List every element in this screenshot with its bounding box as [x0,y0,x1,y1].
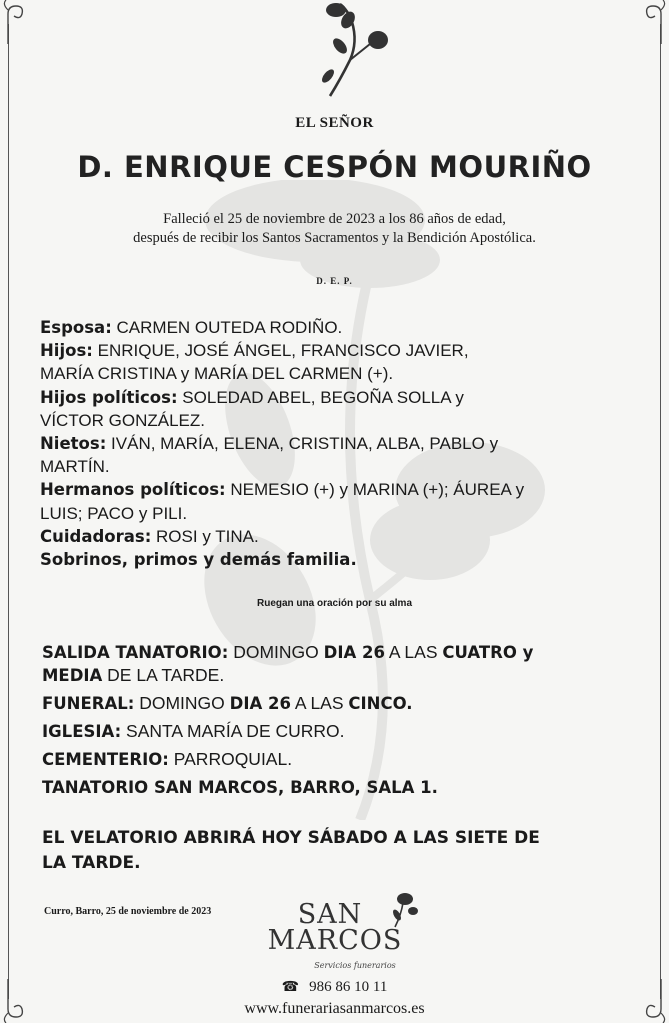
politicos-label: Hijos políticos: [40,387,178,407]
nietos-value-1: IVÁN, MARÍA, ELENA, CRISTINA, ALBA, PABLO y [111,434,499,454]
notice-date: Curro, Barro, 25 de noviembre de 2023 [44,906,212,917]
salida-time-cont: MEDIA [42,666,103,685]
family-row-hijos-cont [40,362,640,385]
funeral-label: FUNERAL: [42,694,135,713]
service-cementerio [42,748,642,771]
iglesia-label: IGLESIA: [42,722,122,741]
wake-line-1: EL VELATORIO ABRIRÁ HOY SÁBADO A LAS SIETE DE [42,828,540,848]
phone-number: 986 86 10 11 [309,979,388,995]
san-marcos-logo [255,895,425,975]
family-row-hijos [40,339,640,362]
family-row-esposa [40,316,640,339]
esposa-label: Esposa: [40,318,112,337]
service-tanatorio [42,776,642,799]
salida-date: DIA 26 [323,643,385,662]
logo-rose-icon [383,889,423,929]
family-row-hermanos-cont [40,502,640,525]
sobrinos-text: Sobrinos, primos y demás familia. [40,550,357,570]
phone-icon: ☎ [281,979,300,995]
wake-line-2: LA TARDE. [42,853,141,873]
hermanos-value-1: NEMESIO (+) y MARINA (+); ÁUREA y [230,480,525,500]
cuidadoras-value: ROSI y TINA. [156,526,259,546]
deceased-name: D. ENRIQUE CESPÓN MOURIÑO [77,150,592,184]
funeral-day: DOMINGO [139,693,225,713]
corner-ornament-top-left [0,0,44,44]
iglesia-value: SANTA MARÍA DE CURRO. [126,721,345,741]
tanatorio-text: TANATORIO SAN MARCOS, BARRO, SALA 1. [42,778,438,797]
family-row-politicos-cont [40,409,640,432]
corner-ornament-top-right [625,0,669,44]
nietos-label: Nietos: [40,434,107,454]
death-line-1: Falleció el 25 de noviembre de 2023 a los 86 años de edad, [163,211,506,227]
salida-at: A LAS [388,642,438,662]
politicos-value-1: SOLEDAD ABEL, BEGOÑA SOLLA y [182,387,464,407]
politicos-value-2: VÍCTOR GONZÁLEZ. [40,410,205,430]
funeral-time: CINCO. [348,694,413,713]
family-section [40,316,640,571]
family-row-sobrinos [40,548,640,571]
wake-notice [42,826,642,876]
cuidadoras-label: Cuidadoras: [40,526,152,546]
rose-ornament-top [300,0,396,98]
esposa-value: CARMEN OUTEDA RODIÑO. [116,318,343,337]
service-salida [42,641,642,664]
logo-text-marcos: MARCOS [267,925,403,956]
salida-time: CUATRO y [442,643,534,662]
death-line-2: después de recibir los Santos Sacramentos y la Bendición Apostólica. [133,230,536,246]
salida-afternoon: DE LA TARDE. [107,665,225,685]
hijos-value-1: ENRIQUE, JOSÉ ÁNGEL, FRANCISCO JAVIER, [97,341,469,361]
hijos-label: Hijos: [40,341,93,361]
logo-subtitle: Servicios funerarios [314,961,396,970]
dep-label: D. E. P. [316,276,353,286]
service-funeral [42,692,642,715]
hermanos-label: Hermanos políticos: [40,480,226,500]
family-row-politicos [40,386,640,409]
nietos-value-2: MARTÍN. [40,457,110,477]
death-notice [0,210,669,248]
hijos-value-2: MARÍA CRISTINA y MARÍA DEL CARMEN (+). [40,364,394,384]
title-small: EL SEÑOR [295,115,374,131]
hermanos-value-2: LUIS; PACO y PILI. [40,503,188,523]
contact-phone [0,979,669,996]
family-row-cuidadoras [40,525,640,548]
funeral-date: DIA 26 [229,694,291,713]
salida-label: SALIDA TANATORIO: [42,643,229,662]
website-url: www.funerariasanmarcos.es [244,1000,425,1017]
service-salida-cont [42,664,642,687]
family-row-nietos-cont [40,455,640,478]
service-section [42,641,642,804]
cementerio-label: CEMENTERIO: [42,750,169,769]
funeral-at: A LAS [294,693,344,713]
service-iglesia [42,720,642,743]
prayer-request: Ruegan una oración por su alma [256,598,413,609]
salida-day: DOMINGO [233,642,319,662]
family-row-hermanos [40,478,640,501]
cementerio-value: PARROQUIAL. [173,749,293,769]
family-row-nietos [40,432,640,455]
logo-text-san: SAN [297,899,363,930]
